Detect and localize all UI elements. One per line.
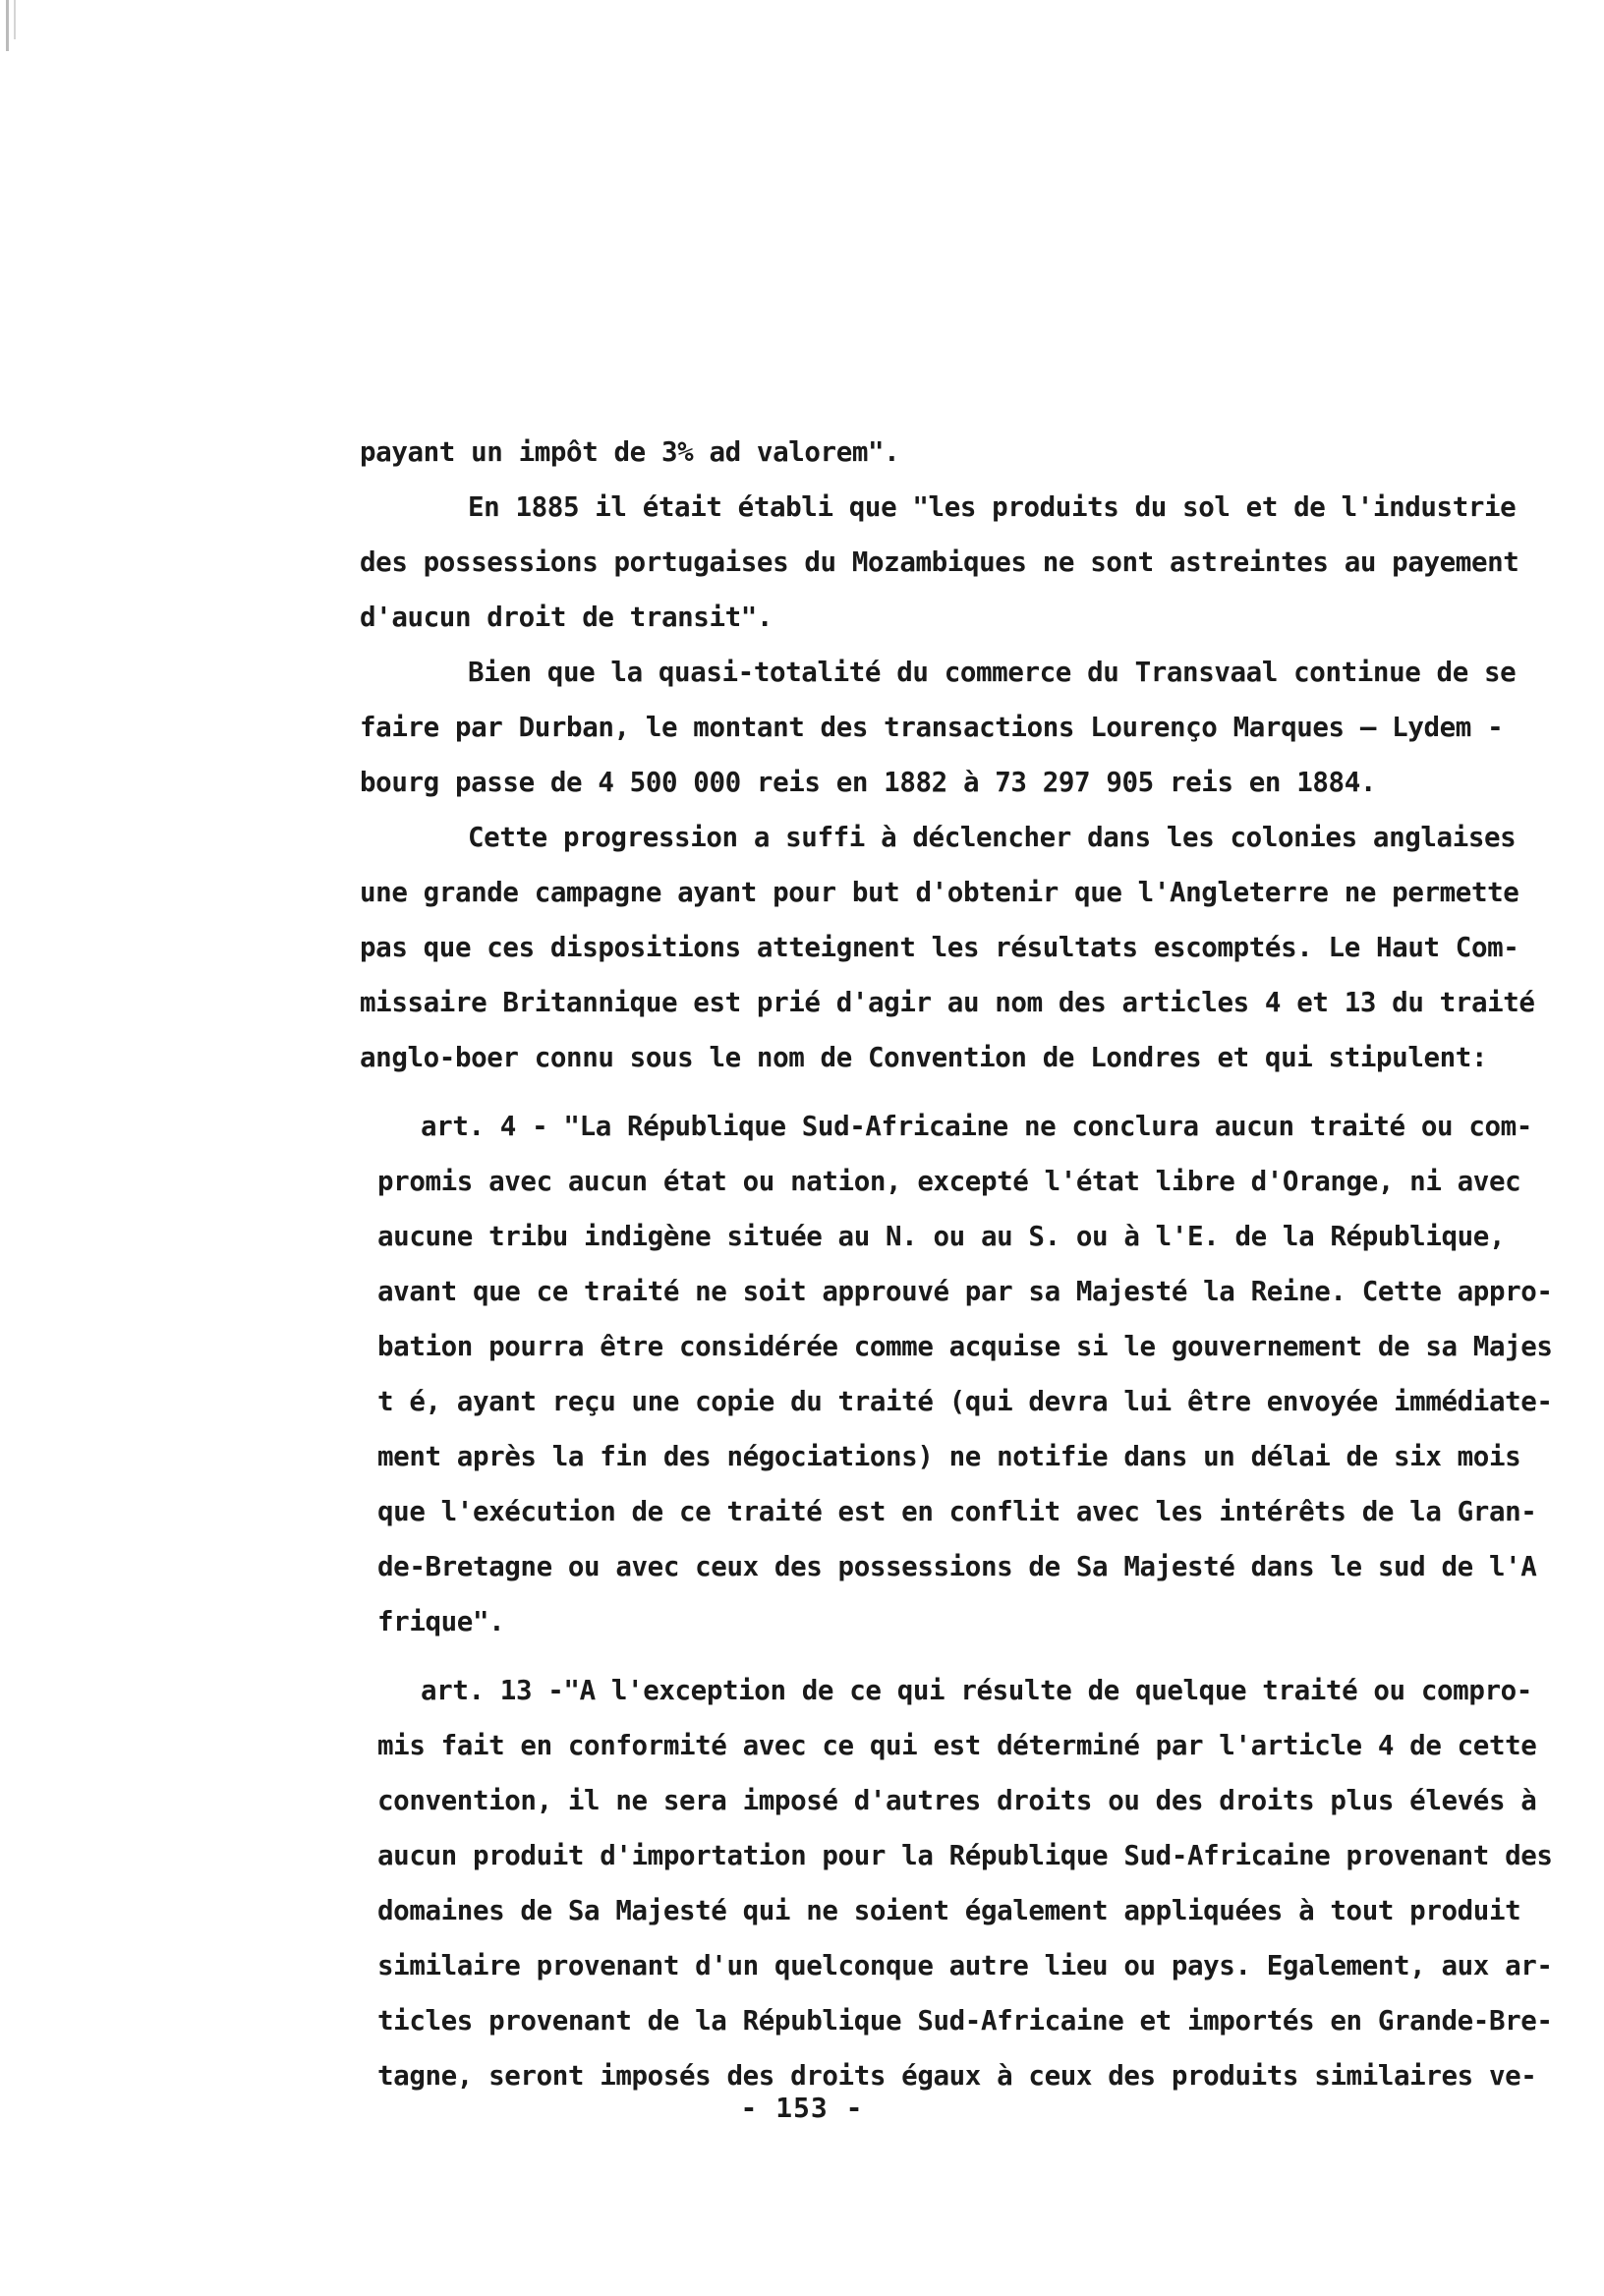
text-line: avant que ce traité ne soit approuvé par sa Majesté la Reine. Cette appro-: [377, 1276, 1553, 1307]
article-4-quote: [360, 1099, 1553, 1649]
text-line: Cette progression a suffi à déclencher dans les colonies anglaises: [468, 822, 1517, 853]
text-line: similaire provenant d'un quelconque autre lieu ou pays. Egalement, aux ar-: [377, 1950, 1553, 1981]
text-line: bourg passe de 4 500 000 reis en 1882 à 73 297 905 reis en 1884.: [360, 767, 1377, 798]
text-line: promis avec aucun état ou nation, excepté l'état libre d'Orange, ni avec: [377, 1166, 1521, 1197]
article-13-quote: [360, 1663, 1553, 2103]
text-line: d'aucun droit de transit".: [360, 602, 773, 633]
text-line: faire par Durban, le montant des transactions Lourenço Marques — Lydem -: [360, 712, 1504, 743]
text-line: convention, il ne sera imposé d'autres droits ou des droits plus élevés à: [377, 1785, 1537, 1816]
text-line: Bien que la quasi-totalité du commerce du Transvaal continue de se: [468, 657, 1517, 688]
scan-margin-mark-secondary: [14, 0, 16, 39]
text-line: missaire Britannique est prié d'agir au nom des articles 4 et 13 du traité: [360, 987, 1535, 1018]
text-line: frique".: [377, 1606, 505, 1637]
scan-margin-mark: [6, 0, 9, 51]
text-line: ticles provenant de la République Sud-Africaine et importés en Grande-Bre-: [377, 2005, 1553, 2037]
text-line: de-Bretagne ou avec ceux des possessions de Sa Majesté dans le sud de l'A: [377, 1551, 1537, 1582]
text-line: art. 13 -"A l'exception de ce qui résulte de quelque traité ou compro-: [421, 1675, 1532, 1706]
text-line: bation pourra être considérée comme acquise si le gouvernement de sa Majes: [377, 1331, 1553, 1362]
text-line: En 1885 il était établi que "les produits du sol et de l'industrie: [468, 491, 1517, 523]
body-text: [360, 425, 1553, 2103]
text-line: aucune tribu indigène située au N. ou au S. ou à l'E. de la République,: [377, 1221, 1506, 1252]
page-number: - 153 -: [740, 2092, 864, 2124]
paragraph-gap: [360, 1649, 1510, 1663]
text-line: des possessions portugaises du Mozambiques ne sont astreintes au payement: [360, 546, 1519, 578]
text-line: mis fait en conformité avec ce qui est déterminé par l'article 4 de cette: [377, 1730, 1537, 1761]
paragraph-gap: [360, 1085, 1510, 1099]
text-line: payant un impôt de 3% ad valorem".: [360, 436, 900, 468]
text-line: t é, ayant reçu une copie du traité (qui devra lui être envoyée immédiate-: [377, 1386, 1553, 1417]
text-line: tagne, seront imposés des droits égaux à ceux des produits similaires ve-: [377, 2060, 1537, 2092]
text-line: anglo-boer connu sous le nom de Convention de Londres et qui stipulent:: [360, 1042, 1488, 1073]
text-line: que l'exécution de ce traité est en conflit avec les intérêts de la Gran-: [377, 1496, 1537, 1527]
text-line: aucun produit d'importation pour la République Sud-Africaine provenant des: [377, 1840, 1553, 1871]
text-line: pas que ces dispositions atteignent les résultats escomptés. Le Haut Com-: [360, 932, 1519, 963]
text-line: domaines de Sa Majesté qui ne soient également appliquées à tout produit: [377, 1895, 1521, 1926]
text-line: une grande campagne ayant pour but d'obtenir que l'Angleterre ne permette: [360, 877, 1519, 908]
text-line: ment après la fin des négociations) ne notifie dans un délai de six mois: [377, 1441, 1521, 1472]
text-line: art. 4 - "La République Sud-Africaine ne conclura aucun traité ou com-: [421, 1111, 1532, 1142]
